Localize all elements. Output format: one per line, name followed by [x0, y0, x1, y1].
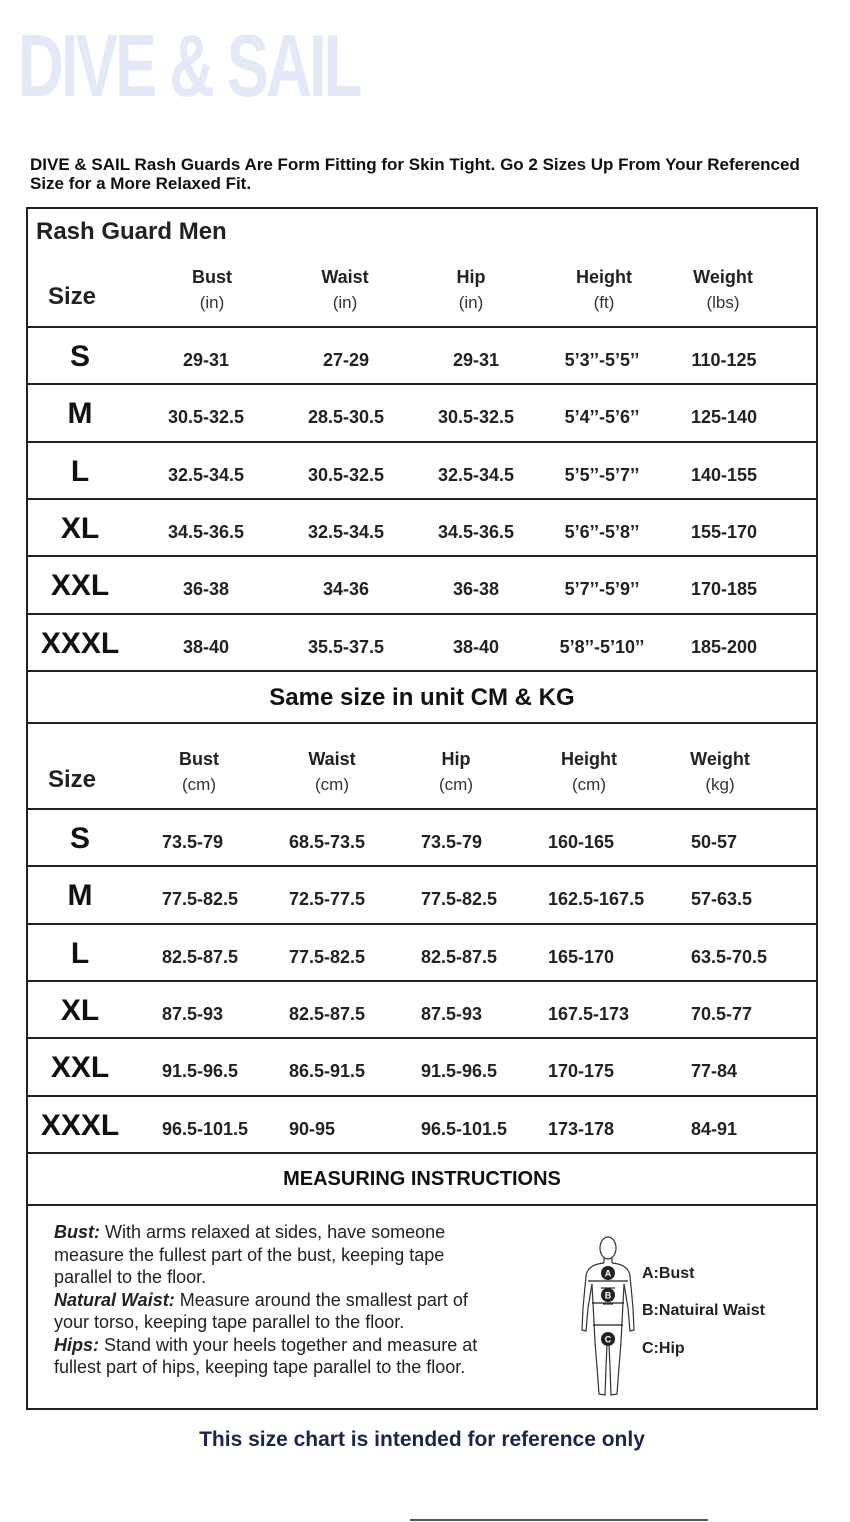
row-divider: [26, 808, 818, 810]
row-divider: [26, 722, 818, 724]
table-cell: 140-155: [690, 465, 758, 485]
row-divider: [26, 923, 818, 925]
column-unit: (cm): [182, 775, 216, 794]
table-cell: 110-125: [691, 350, 757, 370]
table-cell: 173-178: [548, 1119, 615, 1139]
row-divider: [26, 613, 818, 615]
column-header: [411, 264, 531, 316]
table-cell: 34-36: [322, 579, 370, 599]
column-name: Height: [576, 267, 632, 287]
metric-table-title: Same size in unit CM & KG: [269, 684, 575, 711]
size-label: XXL: [50, 1051, 110, 1084]
row-divider: [26, 1204, 818, 1206]
column-header: [152, 264, 272, 316]
table-cell: 50-57: [691, 832, 738, 852]
column-header: [663, 264, 783, 316]
measuring-instructions: [54, 1221, 504, 1379]
table-cell: 73.5-79: [421, 832, 483, 852]
table-cell: 57-63.5: [691, 889, 753, 909]
column-unit: (kg): [705, 775, 735, 794]
intro-text: DIVE & SAIL Rash Guards Are Form Fitting for Skin Tight. Go 2 Sizes Up From Your Referenced Size for a More Relaxed Fit.: [30, 155, 800, 193]
table-cell: 5’5’’-5’7’’: [564, 465, 640, 485]
row-divider: [26, 865, 818, 867]
row-divider: [26, 980, 818, 982]
table-cell: 96.5-101.5: [421, 1119, 508, 1139]
size-label: S: [69, 822, 90, 855]
hips-text: Stand with your heels together and measure at fullest part of hips, keeping tape parallel to the floor.: [54, 1334, 478, 1377]
size-label: M: [67, 879, 93, 912]
table-cell: 160-165: [548, 832, 615, 852]
column-name: Waist: [308, 749, 356, 769]
marker-c: C: [604, 1334, 612, 1345]
table-cell: 34.5-36.5: [167, 522, 245, 542]
legend-bust: A:Bust: [642, 1265, 695, 1282]
row-divider: [26, 555, 818, 557]
size-label: XL: [60, 512, 100, 545]
size-label: L: [70, 937, 90, 970]
table-cell: 82.5-87.5: [162, 947, 239, 967]
marker-a: A: [604, 1268, 612, 1279]
table-cell: 29-31: [182, 350, 230, 370]
table-cell: 91.5-96.5: [421, 1061, 498, 1081]
waist-text: Measure around the smallest part of your torso, keeping tape parallel to the floor.: [54, 1289, 468, 1332]
table-cell: 170-185: [690, 579, 758, 599]
table-cell: 28.5-30.5: [307, 407, 385, 427]
column-unit: (in): [199, 293, 225, 312]
size-label: L: [70, 455, 90, 488]
table-cell: 36-38: [182, 579, 230, 599]
column-name: Bust: [192, 267, 232, 287]
reference-note: This size chart is intended for reference only: [199, 1428, 645, 1451]
size-label: XXXL: [40, 1109, 120, 1142]
table-cell: 155-170: [690, 522, 758, 542]
marker-b: B: [604, 1290, 612, 1301]
table-cell: 90-95: [289, 1119, 336, 1139]
size-label: M: [67, 397, 93, 430]
row-divider: [26, 1095, 818, 1097]
bottom-divider: [410, 1519, 708, 1521]
table-cell: 70.5-77: [691, 1004, 753, 1024]
column-header: [139, 746, 259, 798]
row-divider: [26, 1152, 818, 1154]
table-cell: 32.5-34.5: [167, 465, 245, 485]
column-unit: (in): [332, 293, 358, 312]
table-cell: 77.5-82.5: [162, 889, 239, 909]
row-divider: [26, 1037, 818, 1039]
measuring-title: MEASURING INSTRUCTIONS: [283, 1168, 561, 1190]
column-name: Waist: [321, 267, 369, 287]
column-name: Hip: [456, 267, 486, 287]
metric-size-header: Size: [48, 766, 97, 793]
table-cell: 87.5-93: [421, 1004, 483, 1024]
table-cell: 38-40: [182, 637, 230, 657]
table-cell: 32.5-34.5: [307, 522, 385, 542]
table-cell: 77.5-82.5: [289, 947, 366, 967]
table-cell: 5’7’’-5’9’’: [564, 579, 640, 599]
column-unit: (cm): [315, 775, 349, 794]
row-divider: [26, 441, 818, 443]
column-unit: (ft): [593, 293, 615, 312]
table-cell: 38-40: [452, 637, 500, 657]
table-cell: 77.5-82.5: [421, 889, 498, 909]
table-cell: 167.5-173: [548, 1004, 630, 1024]
table-cell: 165-170: [548, 947, 615, 967]
column-header: [396, 746, 516, 798]
table-cell: 125-140: [690, 407, 758, 427]
waist-label: Natural Waist:: [54, 1289, 175, 1310]
column-header: [660, 746, 780, 798]
size-label: S: [69, 340, 90, 373]
table-cell: 162.5-167.5: [548, 889, 645, 909]
brand-logo: DIVE & SAIL: [18, 16, 360, 115]
table-cell: 5’6’’-5’8’’: [564, 522, 640, 542]
table-cell: 5’4’’-5’6’’: [564, 407, 640, 427]
imperial-size-header: Size: [48, 283, 97, 310]
table-cell: 63.5-70.5: [691, 947, 768, 967]
table-cell: 5’3’’-5’5’’: [564, 350, 640, 370]
table-cell: 29-31: [452, 350, 500, 370]
table-cell: 91.5-96.5: [162, 1061, 239, 1081]
table-cell: 77-84: [691, 1061, 738, 1081]
table-cell: 30.5-32.5: [167, 407, 245, 427]
column-name: Bust: [179, 749, 219, 769]
column-name: Hip: [441, 749, 471, 769]
column-unit: (lbs): [706, 293, 740, 312]
table-cell: 5’8’’-5’10’’: [559, 637, 645, 657]
table-cell: 30.5-32.5: [437, 407, 515, 427]
hips-label: Hips:: [54, 1334, 99, 1355]
table-cell: 30.5-32.5: [307, 465, 385, 485]
column-unit: (in): [458, 293, 484, 312]
column-name: Height: [561, 749, 617, 769]
table-cell: 34.5-36.5: [437, 522, 515, 542]
table-cell: 96.5-101.5: [162, 1119, 249, 1139]
table-cell: 36-38: [452, 579, 500, 599]
column-header: [285, 264, 405, 316]
table-cell: 35.5-37.5: [307, 637, 385, 657]
table-cell: 185-200: [690, 637, 758, 657]
row-divider: [26, 670, 818, 672]
column-name: Weight: [690, 749, 750, 769]
table-cell: 84-91: [691, 1119, 738, 1139]
row-divider: [26, 383, 818, 385]
table-cell: 87.5-93: [162, 1004, 224, 1024]
bust-text: With arms relaxed at sides, have someone measure the fullest part of the bust, keeping tape parallel to the floor.: [54, 1222, 446, 1287]
row-divider: [26, 498, 818, 500]
body-measurement-figure: [573, 1232, 643, 1402]
bust-label: Bust:: [54, 1222, 100, 1242]
table-cell: 68.5-73.5: [289, 832, 366, 852]
size-label: XL: [60, 994, 100, 1027]
imperial-table-title: Rash Guard Men: [36, 218, 227, 245]
table-cell: 72.5-77.5: [289, 889, 366, 909]
column-unit: (cm): [439, 775, 473, 794]
legend-hip: C:Hip: [642, 1340, 685, 1357]
legend-waist: B:Natuiral Waist: [642, 1302, 765, 1319]
row-divider: [26, 326, 818, 328]
table-cell: 27-29: [322, 350, 370, 370]
table-cell: 32.5-34.5: [437, 465, 515, 485]
column-unit: (cm): [572, 775, 606, 794]
column-header: [272, 746, 392, 798]
column-header: [529, 746, 649, 798]
table-cell: 73.5-79: [162, 832, 224, 852]
size-label: XXXL: [40, 627, 120, 660]
table-cell: 170-175: [548, 1061, 615, 1081]
column-header: [544, 264, 664, 316]
table-cell: 82.5-87.5: [421, 947, 498, 967]
table-cell: 86.5-91.5: [289, 1061, 366, 1081]
size-label: XXL: [50, 569, 110, 602]
column-name: Weight: [693, 267, 753, 287]
table-cell: 82.5-87.5: [289, 1004, 366, 1024]
